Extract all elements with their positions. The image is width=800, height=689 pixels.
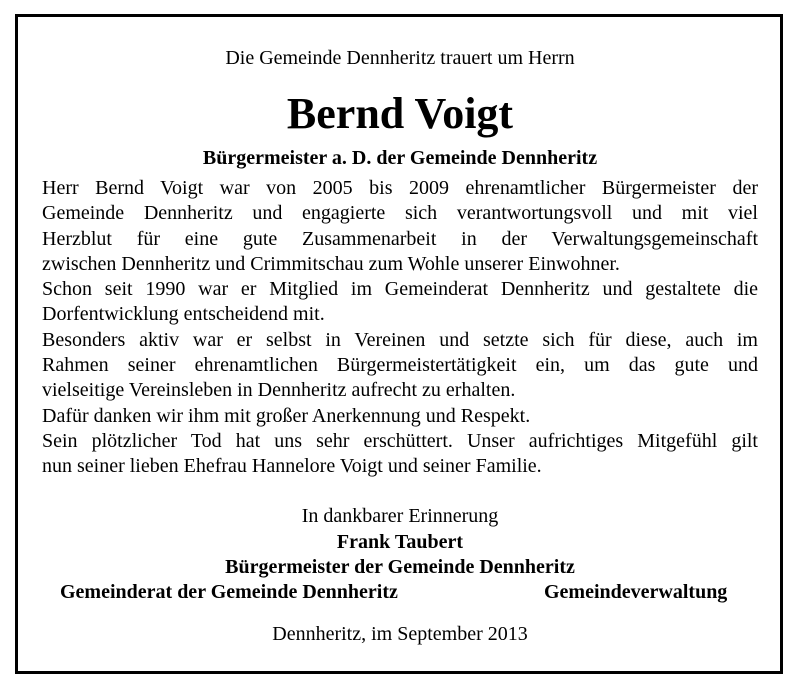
- signer-title: Bürgermeister der Gemeinde Dennheritz: [225, 556, 575, 578]
- body-line: Schon seit 1990 war er Mitglied im Gemeinderat Dennheritz und gestaltete die: [42, 278, 758, 301]
- body-line: Herr Bernd Voigt war von 2005 bis 2009 ehrenamtlicher Bürgermeister der: [42, 177, 758, 199]
- obituary-body: [42, 176, 758, 480]
- signer-name: Frank Taubert: [336, 531, 464, 553]
- body-line: Dorfentwicklung entscheidend mit.: [42, 303, 325, 326]
- body-line: Rahmen seiner ehrenamtlichen Bürgermeistertätigkeit ein, um das gute und: [42, 354, 758, 377]
- council-signature: Gemeinderat der Gemeinde Dennheritz: [60, 581, 398, 603]
- place-date: Dennheritz, im September 2013: [272, 623, 528, 645]
- body-line: Herzblut für eine gute Zusammenarbeit in der Verwaltungsgemeinschaft: [42, 227, 758, 250]
- body-line: vielseitige Vereinsleben in Dennheritz aufrecht zu erhalten.: [42, 379, 516, 402]
- body-line: Besonders aktiv war er selbst in Vereinen und setzte sich für diese, auch im: [42, 328, 758, 351]
- body-line: Gemeinde Dennheritz und engagierte sich verantwortungsvoll und mit viel: [42, 202, 758, 225]
- body-line: Sein plötzlicher Tod hat uns sehr erschüttert. Unser aufrichtiges Mitgefühl gilt: [42, 429, 758, 452]
- administration-signature: Gemeindeverwaltung: [544, 581, 728, 603]
- body-line: Dafür danken wir ihm mit großer Anerkennung und Respekt.: [42, 404, 531, 427]
- body-line: nun seiner lieben Ehefrau Hannelore Voigt und seiner Familie.: [42, 455, 542, 478]
- deceased-name: Bernd Voigt: [286, 89, 514, 138]
- deceased-title: Bürgermeister a. D. der Gemeinde Dennheritz: [202, 147, 598, 169]
- intro-line: Die Gemeinde Dennheritz trauert um Herrn: [225, 47, 575, 69]
- body-line: zwischen Dennheritz und Crimmitschau zum Wohle unserer Einwohner.: [42, 252, 620, 275]
- remembrance-line: In dankbarer Erinnerung: [301, 505, 499, 527]
